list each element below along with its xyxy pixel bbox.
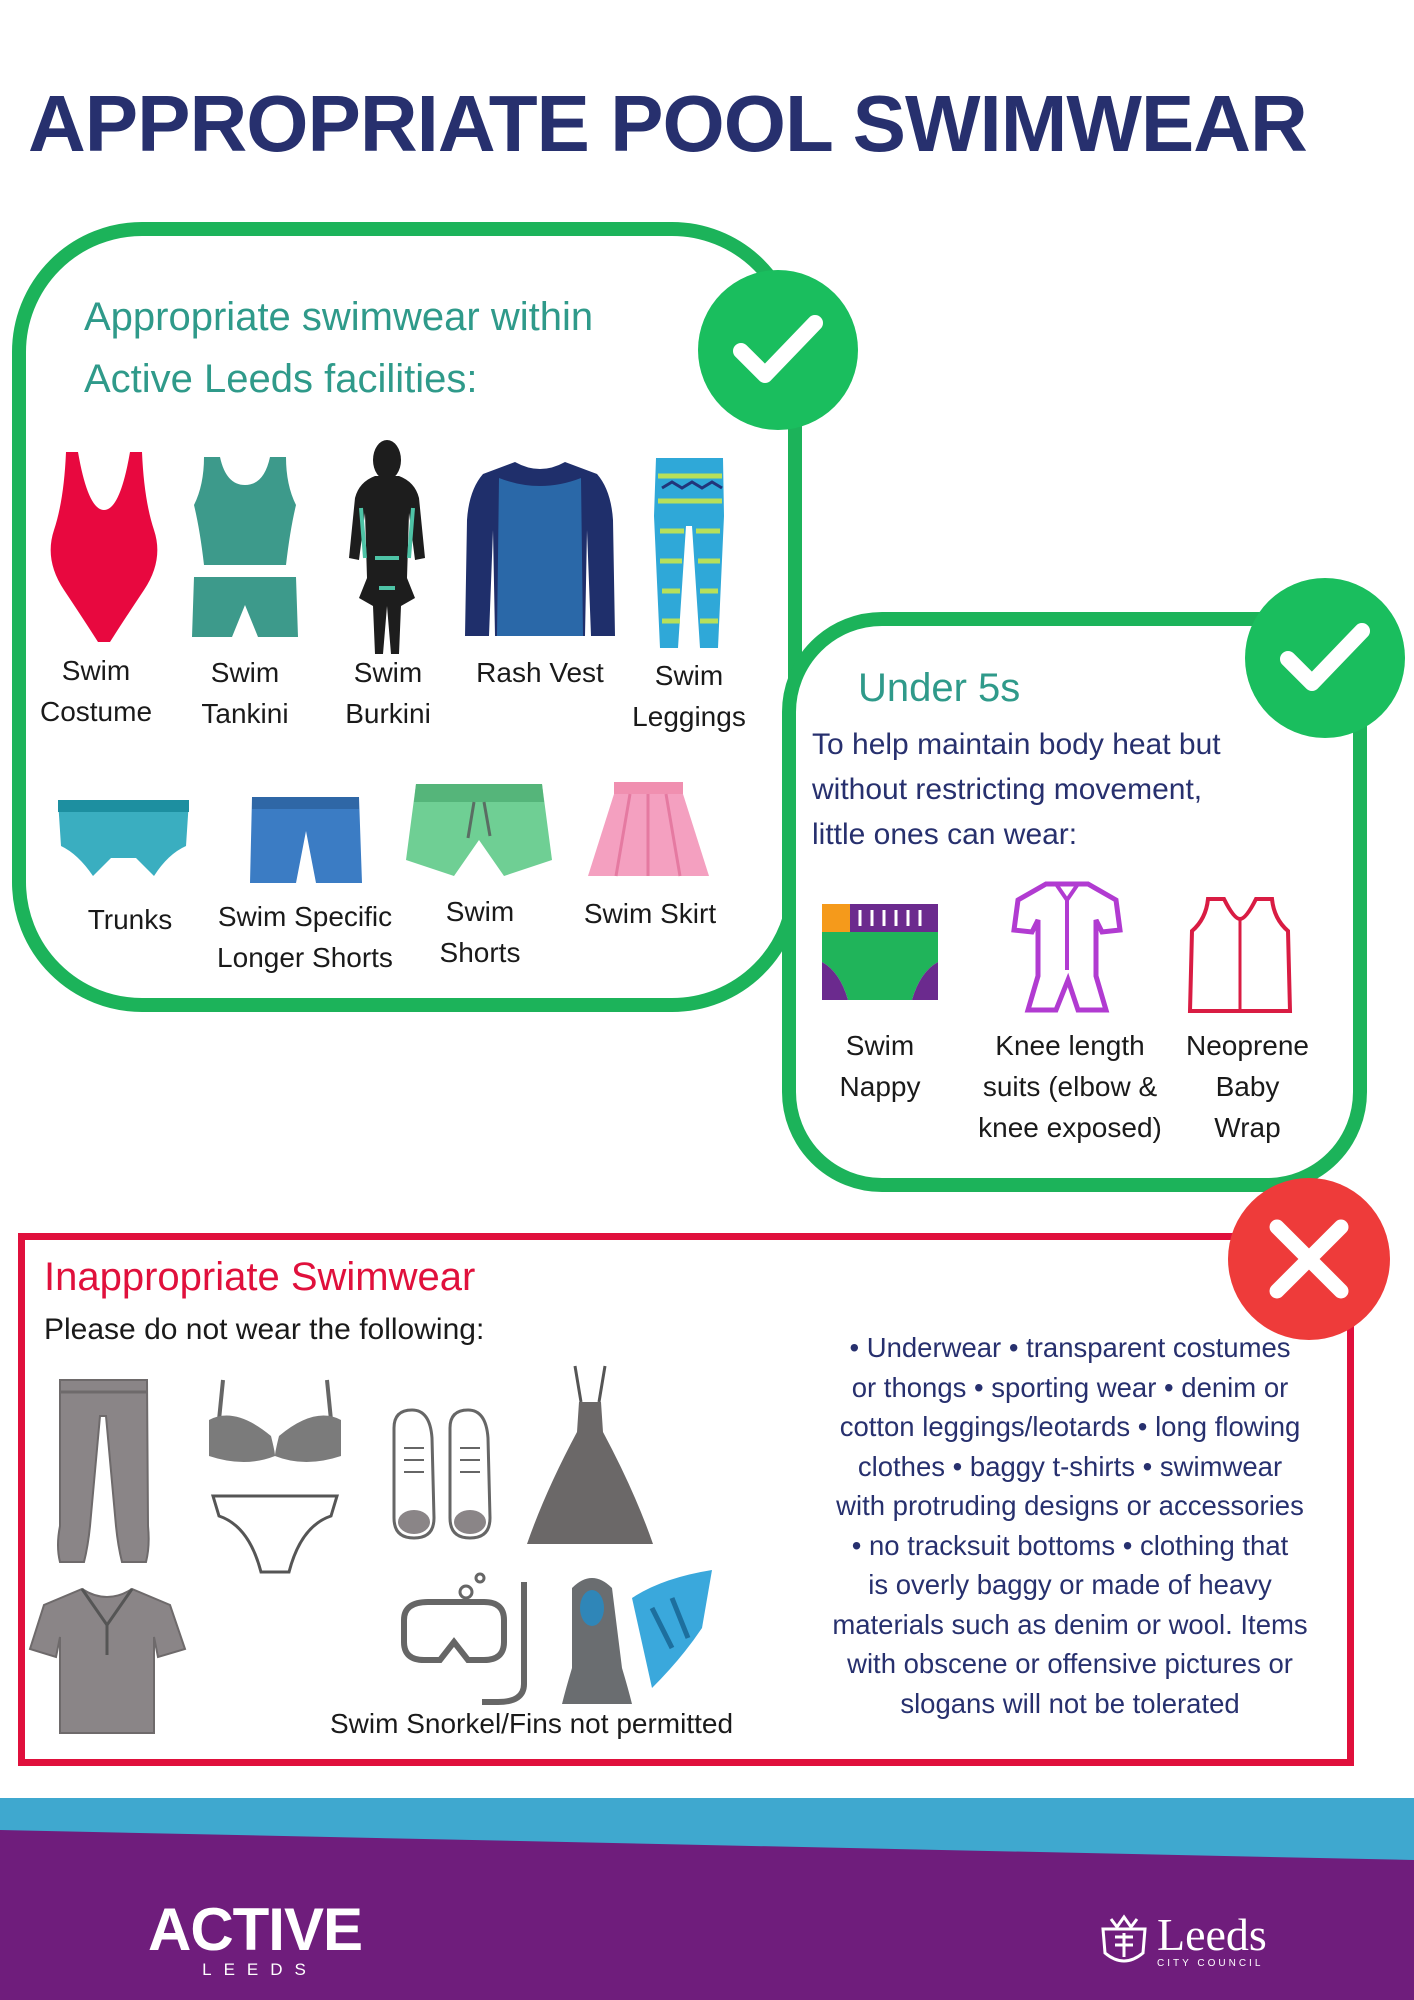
item-label-swim-costume: Swim Costume <box>39 655 153 727</box>
inappropriate-description: • Underwear • transparent costumes or thongs • sporting wear • denim or cotton leggings/leotards • long flowing clothes • baggy t-shirts • swimwear with protruding designs or accessories • no tracksuit bottoms • clothing that is overly baggy or made of heavy materials such as denim or wool. Items with obscene or offensive pictures or slogans will not be tolerated <box>832 1332 1308 1719</box>
item-label-swim-nappy: Swim Nappy <box>839 1030 921 1102</box>
under-5s-heading: Under 5s <box>858 666 1021 710</box>
inappropriate-heading: Inappropriate Swimwear <box>44 1255 476 1299</box>
item-label-swim-burkini: Swim Burkini <box>345 657 431 729</box>
swim-skirt-icon <box>586 780 711 880</box>
swim-fins-icon <box>562 1568 717 1708</box>
neoprene-baby-wrap-icon <box>1188 895 1293 1015</box>
active-leeds-logo <box>148 1896 363 1980</box>
snorkel-mask-icon <box>398 1572 538 1707</box>
active-logo-sub: LEEDS <box>202 1960 318 1979</box>
item-label-swim-leggings: Swim Leggings <box>632 660 746 732</box>
swim-nappy-icon <box>820 902 940 1002</box>
tracksuit-bottoms-icon <box>56 1376 151 1566</box>
swim-burkini-icon <box>345 438 430 658</box>
item-label-knee-length-suits: Knee length suits (elbow & knee exposed) <box>978 1030 1162 1143</box>
leeds-city-council-logo <box>1095 1909 1267 1969</box>
snorkel-fins-caption: Swim Snorkel/Fins not permitted <box>330 1708 734 1739</box>
long-dress-icon <box>525 1362 655 1548</box>
active-logo-main: ACTIVE <box>148 1896 363 1963</box>
cross-icon <box>1228 1178 1390 1340</box>
item-label-swim-skirt: Swim Skirt <box>583 898 717 929</box>
trainers-icon <box>388 1408 498 1540</box>
check-icon <box>1245 578 1405 738</box>
knee-length-suit-icon <box>1012 880 1122 1015</box>
underwear-icon <box>205 1376 345 1576</box>
appropriate-heading-line1: Appropriate swimwear within <box>84 295 594 339</box>
swim-trunks-icon <box>56 796 191 881</box>
polo-shirt-icon <box>30 1585 185 1735</box>
item-label-trunks: Trunks <box>87 904 173 935</box>
check-icon <box>698 270 858 430</box>
council-logo-sub: CITY COUNCIL <box>1157 1958 1264 1969</box>
appropriate-heading <box>84 286 593 410</box>
appropriate-heading-line2: Active Leeds facilities: <box>84 357 478 401</box>
rash-vest-icon <box>465 460 615 640</box>
swim-leggings-icon <box>652 456 727 651</box>
swim-costume-icon <box>44 450 164 645</box>
page-title: APPROPRIATE POOL SWIMWEAR <box>28 79 1307 168</box>
longer-shorts-icon <box>248 795 363 887</box>
swim-tankini-icon <box>190 455 300 640</box>
item-label-swim-tankini: Swim Tankini <box>201 657 289 729</box>
council-crest-icon <box>1095 1915 1153 1969</box>
item-label-longer-shorts: Swim Specific Longer Shorts <box>217 901 393 973</box>
swim-shorts-icon <box>404 780 554 885</box>
inappropriate-subheading: Please do not wear the following: <box>44 1313 485 1346</box>
item-label-swim-shorts: Swim Shorts <box>439 896 521 968</box>
under-5s-text: To help maintain body heat but without restricting movement, little ones can wear: <box>812 728 1221 851</box>
item-label-neoprene-baby-wrap: Neoprene Baby Wrap <box>1186 1030 1309 1143</box>
item-label-rash-vest: Rash Vest <box>476 657 604 688</box>
council-logo-main: Leeds <box>1157 1909 1267 1960</box>
